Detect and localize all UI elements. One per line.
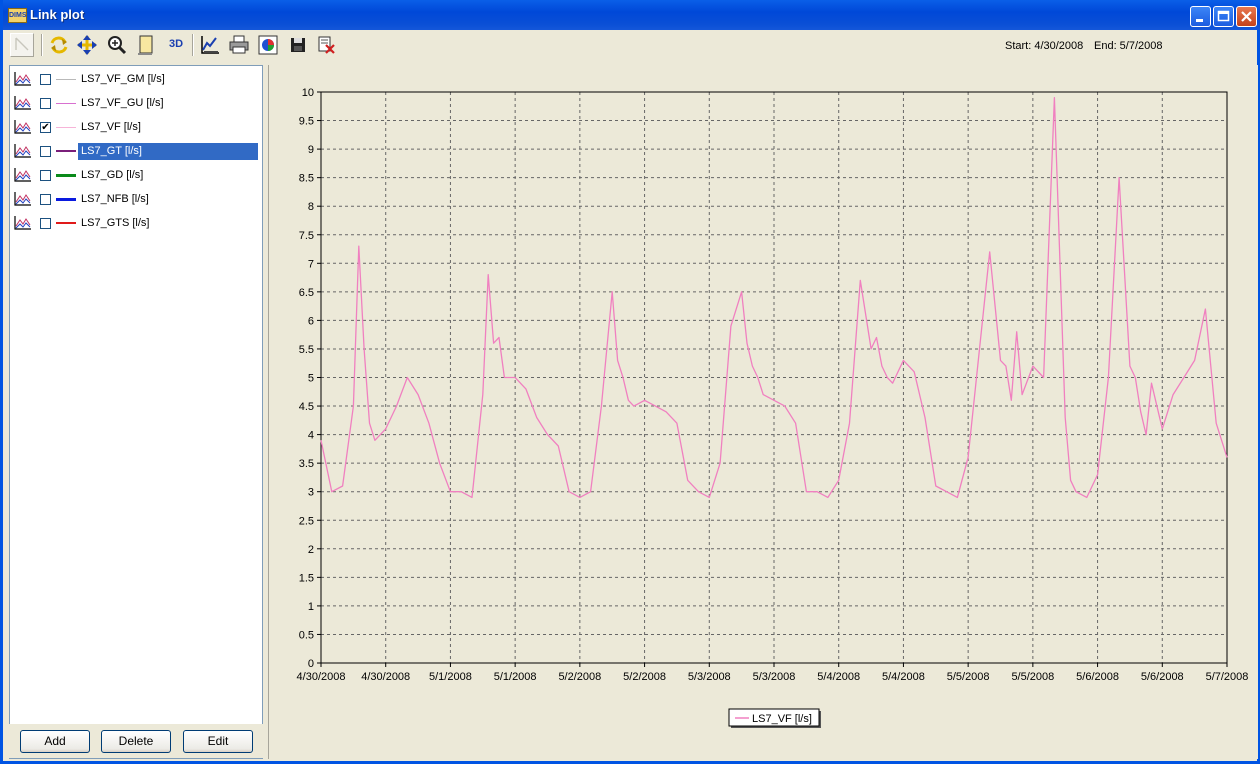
series-color-swatch (56, 198, 76, 201)
x-tick-label: 5/6/2008 (1076, 671, 1119, 683)
line-chart-icon (14, 144, 31, 158)
series-button-bar (9, 724, 263, 758)
pointer-tool-button[interactable] (10, 33, 34, 57)
x-tick-label: 5/1/2008 (429, 671, 472, 683)
series-list-item[interactable] (10, 116, 262, 138)
axis-settings-button[interactable] (198, 33, 222, 57)
x-tick-label: 5/5/2008 (1011, 671, 1055, 683)
y-tick-label: 1.5 (298, 572, 314, 585)
app-icon: DIMS (8, 8, 27, 23)
y-tick-label: 0 (307, 658, 314, 670)
y-tick-label: 4.5 (298, 401, 314, 414)
export-icon (314, 33, 338, 57)
series-color-swatch (56, 150, 76, 152)
line-chart-icon (14, 96, 31, 110)
series-list-item[interactable] (10, 68, 262, 90)
y-tick-label: 1 (307, 600, 314, 613)
y-tick-label: 2 (307, 543, 314, 556)
toolbar-separator (41, 34, 43, 56)
series-color-swatch (56, 174, 76, 177)
toolbar (6, 30, 1260, 62)
printer-icon (227, 33, 251, 57)
series-checkbox[interactable]: ✔ (41, 122, 50, 133)
x-tick-label: 4/30/2008 (361, 671, 411, 683)
y-tick-label: 6.5 (298, 286, 314, 299)
window-title: Link plot (30, 7, 85, 22)
series-color-swatch (56, 222, 76, 224)
plot-panel (268, 65, 1258, 759)
pan-arrows-icon (75, 33, 99, 57)
series-list-item[interactable] (10, 164, 262, 186)
series-label: LS7_VF_GM [l/s] (81, 73, 165, 85)
title-bar[interactable] (3, 0, 1260, 30)
refresh-icon (47, 33, 71, 57)
add-button[interactable]: Add (20, 730, 90, 753)
delete-button[interactable]: Delete (101, 730, 171, 753)
toolbar-separator (192, 34, 194, 56)
save-button[interactable] (286, 33, 310, 57)
export-button[interactable] (314, 33, 338, 57)
series-list-item[interactable] (10, 212, 262, 234)
y-tick-label: 5.5 (298, 343, 314, 356)
x-tick-label: 5/2/2008 (558, 671, 602, 683)
line-chart-icon (14, 120, 31, 134)
series-label: LS7_GT [l/s] (78, 143, 258, 160)
series-label: LS7_VF_GU [l/s] (81, 97, 164, 109)
page-icon (134, 33, 158, 57)
y-tick-label: 10 (301, 87, 314, 99)
y-tick-label: 3 (307, 486, 314, 499)
zoom-button[interactable] (105, 33, 129, 57)
x-tick-label: 5/4/2008 (882, 671, 925, 683)
maximize-button[interactable] (1213, 6, 1234, 27)
y-tick-label: 9 (307, 144, 314, 157)
magnifier-icon (105, 33, 129, 57)
pointer-icon (11, 34, 33, 56)
pan-button[interactable] (75, 33, 99, 57)
x-tick-label: 5/3/2008 (687, 671, 731, 683)
x-tick-label: 5/5/2008 (946, 671, 990, 683)
series-label: LS7_GTS [l/s] (81, 217, 150, 229)
y-tick-label: 3.5 (298, 458, 314, 471)
refresh-button[interactable] (47, 33, 71, 57)
series-color-swatch (56, 127, 76, 128)
series-label: LS7_GD [l/s] (81, 169, 144, 181)
series-color-swatch (56, 103, 76, 104)
x-tick-label: 5/1/2008 (493, 671, 537, 683)
y-tick-label: 8 (307, 201, 314, 214)
x-tick-label: 5/7/2008 (1205, 671, 1249, 683)
start-date-label: Start: 4/30/2008 (1005, 40, 1084, 52)
series-color-swatch (56, 79, 76, 80)
y-tick-label: 4 (307, 429, 314, 442)
y-tick-label: 7 (307, 258, 314, 271)
minimize-button[interactable] (1190, 6, 1211, 27)
close-icon (1237, 7, 1256, 26)
series-list-item[interactable] (10, 188, 262, 210)
series-checkbox[interactable] (40, 194, 51, 205)
line-chart-icon (14, 72, 31, 86)
y-tick-label: 8.5 (298, 172, 314, 185)
line-chart-icon (14, 216, 31, 230)
series-list-panel (9, 65, 263, 759)
3d-label: 3D (169, 38, 184, 50)
y-tick-label: 6 (307, 315, 314, 328)
print-button[interactable] (227, 33, 251, 57)
x-tick-label: 5/2/2008 (623, 671, 666, 683)
3d-button[interactable] (164, 33, 188, 57)
color-wheel-icon (256, 33, 280, 57)
edit-button[interactable]: Edit (183, 730, 253, 753)
end-date-label: End: 5/7/2008 (1094, 40, 1163, 52)
color-settings-button[interactable] (256, 33, 280, 57)
minimize-icon (1191, 7, 1210, 26)
series-checkbox[interactable] (40, 218, 51, 229)
x-tick-label: 5/6/2008 (1140, 671, 1184, 683)
y-tick-label: 0.5 (298, 629, 314, 642)
series-checkbox[interactable] (40, 146, 51, 157)
series-checkbox[interactable] (40, 98, 51, 109)
series-checkbox[interactable] (40, 74, 51, 85)
y-tick-label: 7.5 (298, 229, 314, 242)
line-chart[interactable] (269, 65, 1254, 757)
page-button[interactable] (134, 33, 158, 57)
close-button[interactable] (1236, 6, 1257, 27)
series-checkbox[interactable] (40, 170, 51, 181)
y-tick-label: 9.5 (298, 115, 314, 128)
x-tick-label: 5/3/2008 (752, 671, 796, 683)
axis-chart-icon (198, 33, 222, 57)
line-chart-icon (14, 168, 31, 182)
floppy-disk-icon (286, 33, 310, 57)
y-tick-label: 5 (307, 372, 314, 385)
series-list-item[interactable] (10, 92, 262, 114)
series-label: LS7_NFB [l/s] (81, 193, 149, 205)
legend-label: LS7_VF [l/s] (752, 713, 812, 725)
series-label: LS7_VF [l/s] (81, 121, 141, 133)
x-tick-label: 5/4/2008 (817, 671, 861, 683)
line-chart-icon (14, 192, 31, 206)
maximize-icon (1214, 7, 1233, 26)
series-list-item[interactable] (10, 140, 262, 162)
x-tick-label: 4/30/2008 (296, 671, 346, 683)
y-tick-label: 2.5 (298, 515, 314, 528)
